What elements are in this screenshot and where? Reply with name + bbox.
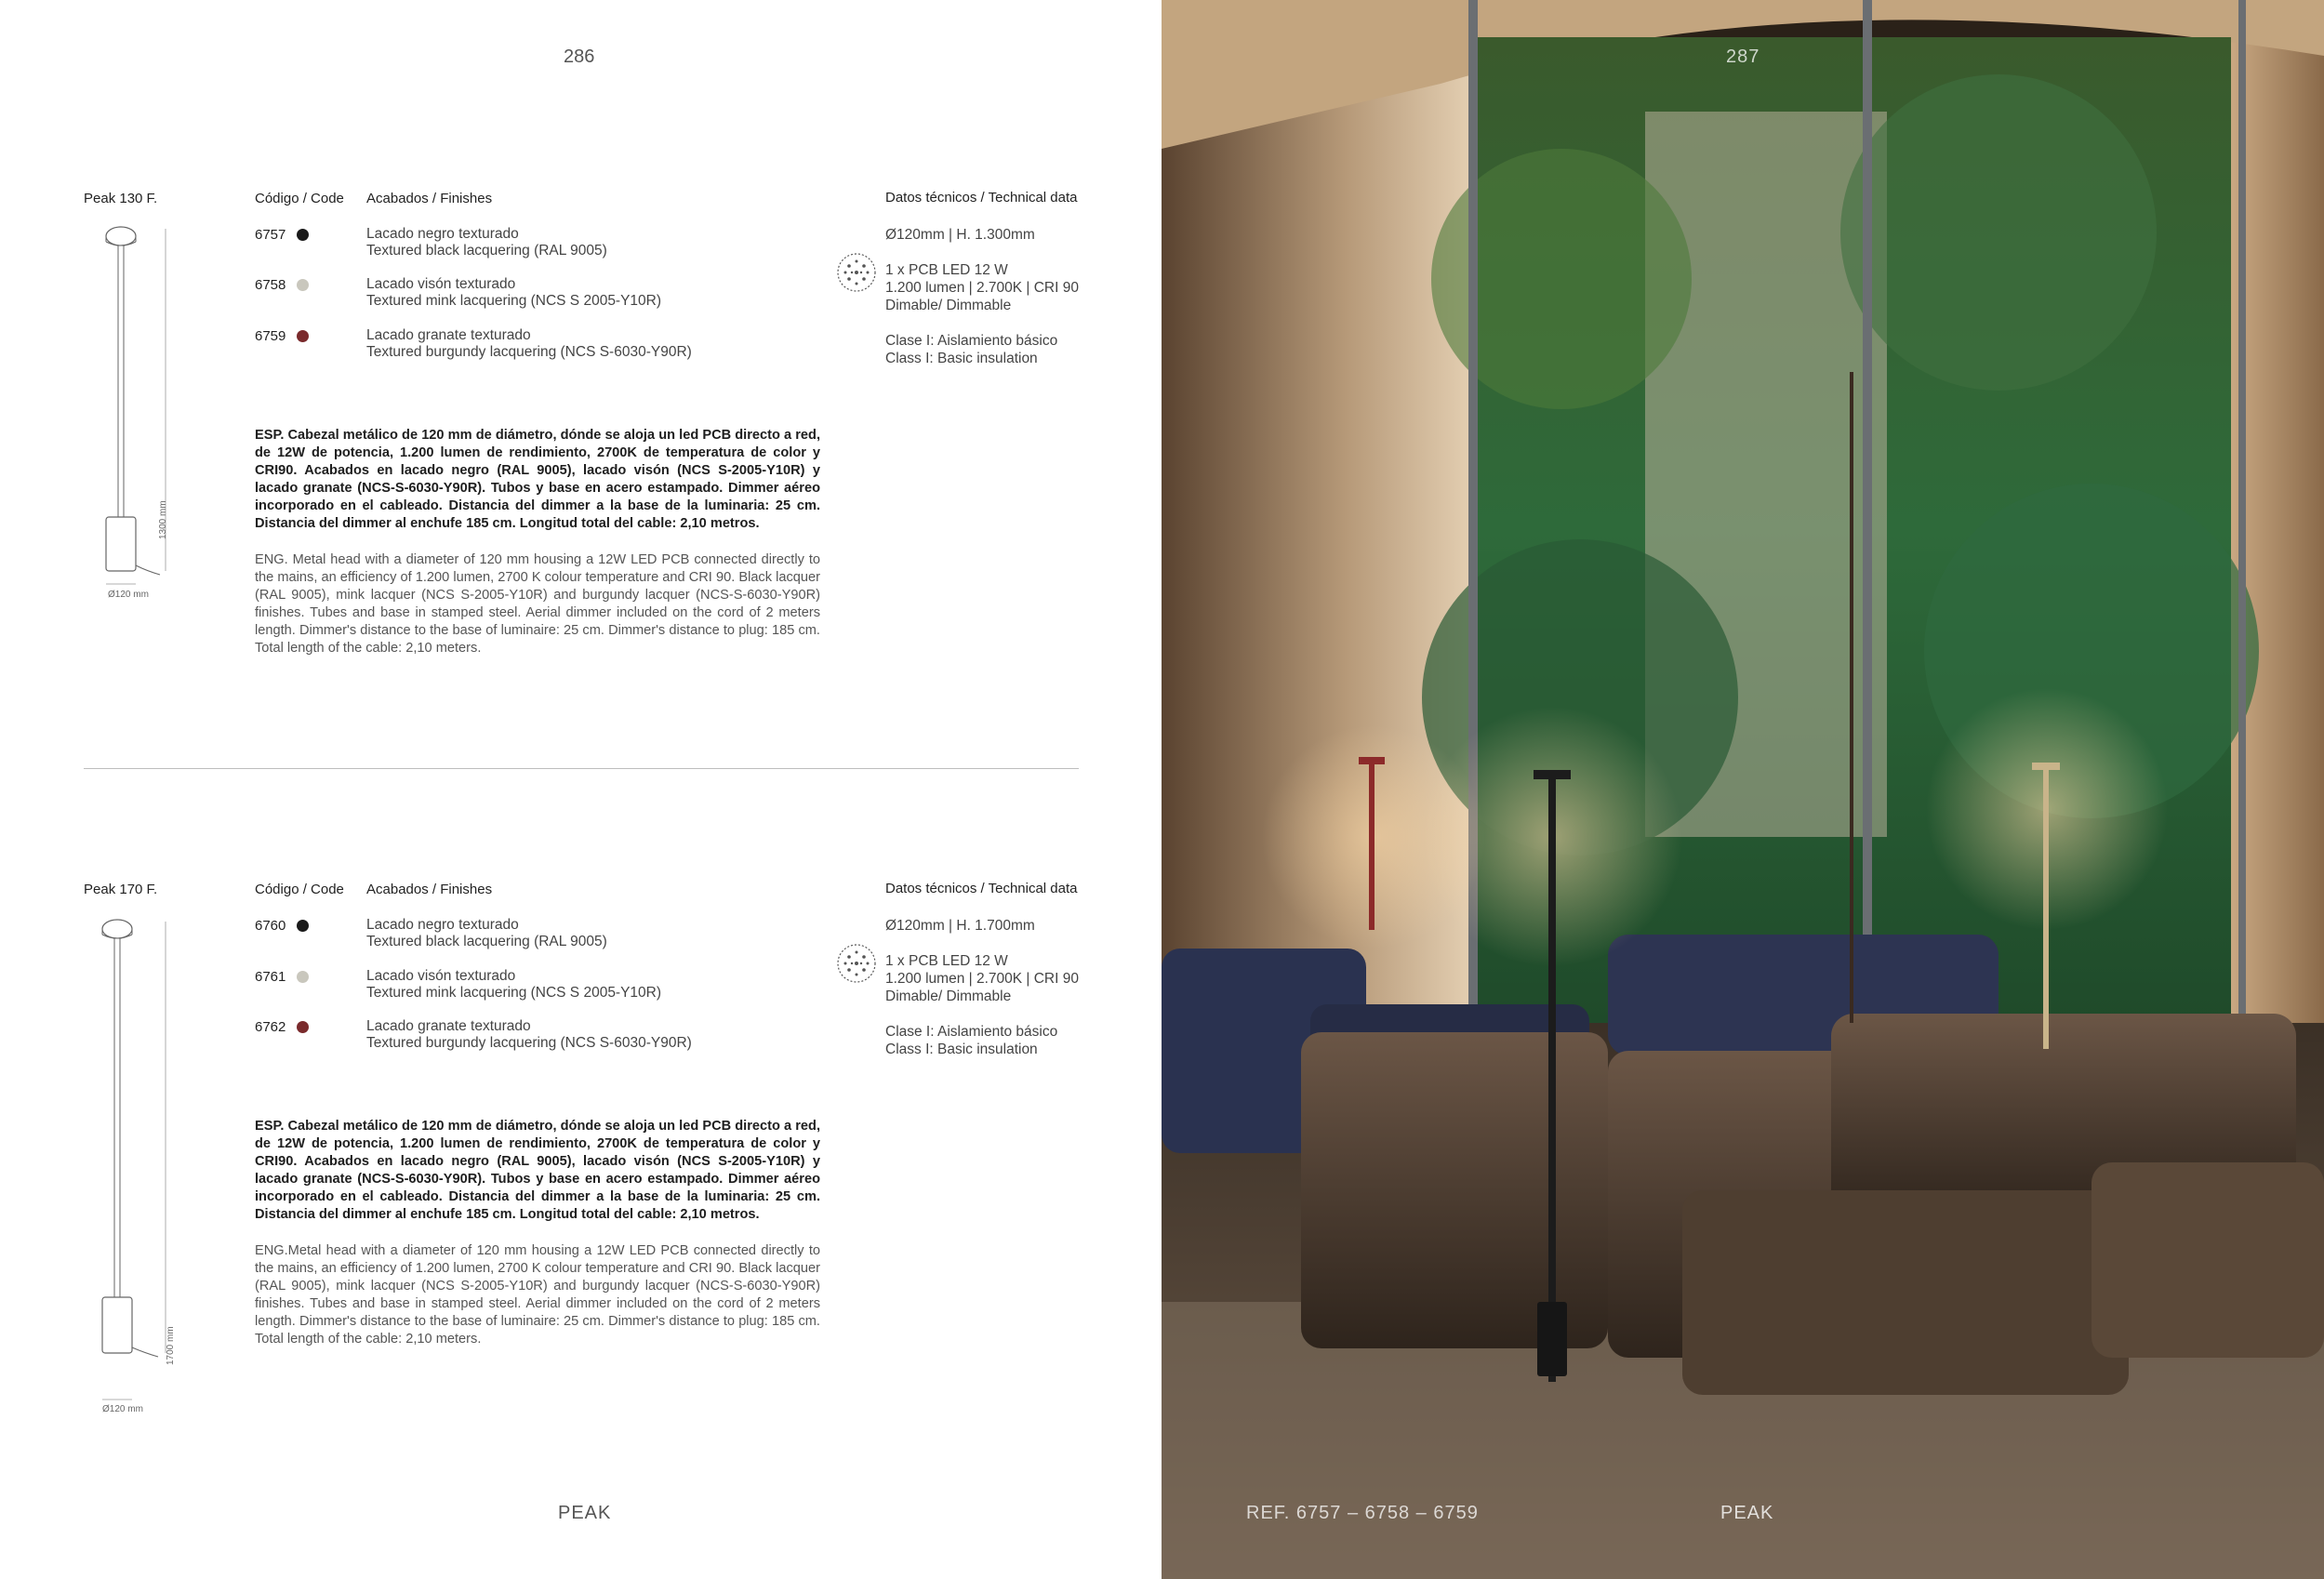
finish-description: Lacado visón texturado Textured mink lacquering (NCS S 2005-Y10R): [366, 968, 662, 1001]
column-header-code: Código / Code: [255, 191, 344, 206]
interior-photo: [1162, 0, 2324, 1579]
width-dimension-label: Ø120 mm: [102, 1404, 143, 1414]
page-number-left: 286: [564, 46, 595, 67]
footer-brand-right: PEAK: [1720, 1503, 1774, 1523]
finish-swatch-black: [297, 920, 309, 932]
photo-reference: REF. 6757 – 6758 – 6759: [1246, 1503, 1479, 1523]
finish-swatch-black: [297, 229, 309, 241]
product-name: Peak 130 F.: [84, 191, 158, 206]
finish-swatch-burgundy: [297, 330, 309, 342]
description-english: ENG. Metal head with a diameter of 120 mm housing a 12W LED PCB connected directly to the mains, an efficiency of 1.200 lumen, 2700 K colour temperature and CRI 90. Black lacquer (RAL 9005), mink lacquer (NCS S-2005-Y10R) and burgundy lacquer (NCS-S-6030-Y90R) finishes. Tubes and base in stamped steel. Aerial dimmer included on the cord of 2 meters length. Dimmer's distance to the base of luminaire: 25 cm. Dimmer's distance to plug: 185 cm. Total length of the cable: 2,10 meters.: [255, 552, 820, 656]
led-icon: [835, 251, 878, 294]
finish-code: 6757: [255, 227, 286, 243]
led-specs: 1 x PCB LED 12 W 1.200 lumen | 2.700K | CRI 90 Dimable/ Dimmable: [885, 953, 1079, 1004]
finish-description: Lacado granate texturado Textured burgundy lacquering (NCS S-6030-Y90R): [366, 1018, 692, 1051]
led-icon: [835, 942, 878, 985]
finish-swatch-mink: [297, 279, 309, 291]
column-header-technical: Datos técnicos / Technical data: [885, 190, 1078, 206]
led-specs: 1 x PCB LED 12 W 1.200 lumen | 2.700K | CRI 90 Dimable/ Dimmable: [885, 262, 1079, 313]
column-header-finishes: Acabados / Finishes: [366, 882, 493, 897]
description-spanish: ESP. Cabezal metálico de 120 mm de diámetro, dónde se aloja un led PCB directo a red, de 12W de potencia, 1.200 lumen de rendimiento, 2700K de temperatura de color y CRI90. Acabados en lacado negro (RAL 9005), lacado visón (NCS S-2005-Y10R) y lacado granate (NCS-S-6030-Y90R). Tubos y base en acero estampado. Dimmer aéreo incorporado en el cableado. Distancia del dimmer a la base de la luminaria: 25 cm. Distancia del dimmer al enchufe 185 cm. Longitud total del cable: 2,10 metros.: [255, 428, 820, 531]
section-divider: [84, 768, 1079, 769]
column-header-code: Código / Code: [255, 882, 344, 897]
insulation-class: Clase I: Aislamiento básico Class I: Basic insulation: [885, 333, 1058, 366]
finish-code: 6758: [255, 277, 286, 293]
lamp-drawing: [93, 916, 195, 1418]
finish-swatch-burgundy: [297, 1021, 309, 1033]
insulation-class: Clase I: Aislamiento básico Class I: Basic insulation: [885, 1024, 1058, 1057]
description-english: ENG.Metal head with a diameter of 120 mm housing a 12W LED PCB connected directly to the mains, an efficiency of 1.200 lumen, 2700 K colour temperature and CRI 90. Black lacquer (RAL 9005), mink lacquer (NCS S-2005-Y10R) and burgundy lacquer (NCS-S-6030-Y90R) finishes. Tubes and base in stamped steel. Aerial dimmer included on the cord of 2 meters length. Dimmer's distance to the base of luminaire: 25 cm. Dimmer's distance to plug: 185 cm. Total length of the cable: 2,10 meters.: [255, 1243, 820, 1347]
finish-code: 6762: [255, 1019, 286, 1035]
finish-description: Lacado negro texturado Textured black lacquering (RAL 9005): [366, 917, 607, 949]
dimensions-text: Ø120mm | H. 1.300mm: [885, 227, 1035, 243]
finish-swatch-mink: [297, 971, 309, 983]
width-dimension-label: Ø120 mm: [108, 590, 149, 600]
finish-code: 6759: [255, 328, 286, 344]
finish-code: 6761: [255, 969, 286, 985]
description-spanish: ESP. Cabezal metálico de 120 mm de diámetro, dónde se aloja un led PCB directo a red, de 12W de potencia, 1.200 lumen de rendimiento, 2700K de temperatura de color y CRI90. Acabados en lacado negro (RAL 9005), lacado visón (NCS S-2005-Y10R) y lacado granate (NCS-S-6030-Y90R). Tubos y base en acero estampado. Dimmer aéreo incorporado en el cableado. Distancia del dimmer a la base de la luminaria: 25 cm. Distancia del dimmer al enchufe 185 cm. Longitud total del cable: 2,10 metros.: [255, 1119, 820, 1222]
finish-description: Lacado negro texturado Textured black lacquering (RAL 9005): [366, 226, 607, 259]
height-dimension-label: 1700 mm: [166, 1326, 176, 1365]
column-header-finishes: Acabados / Finishes: [366, 191, 493, 206]
lamp-drawing: [93, 223, 195, 604]
finish-description: Lacado visón texturado Textured mink lacquering (NCS S 2005-Y10R): [366, 276, 662, 309]
column-header-technical: Datos técnicos / Technical data: [885, 881, 1078, 896]
finish-description: Lacado granate texturado Textured burgundy lacquering (NCS S-6030-Y90R): [366, 327, 692, 360]
dimensions-text: Ø120mm | H. 1.700mm: [885, 918, 1035, 934]
height-dimension-label: 1300 mm: [158, 500, 168, 539]
footer-brand-left: PEAK: [558, 1503, 612, 1523]
product-name: Peak 170 F.: [84, 882, 158, 897]
finish-code: 6760: [255, 918, 286, 934]
page-number-right: 287: [1726, 46, 1760, 67]
